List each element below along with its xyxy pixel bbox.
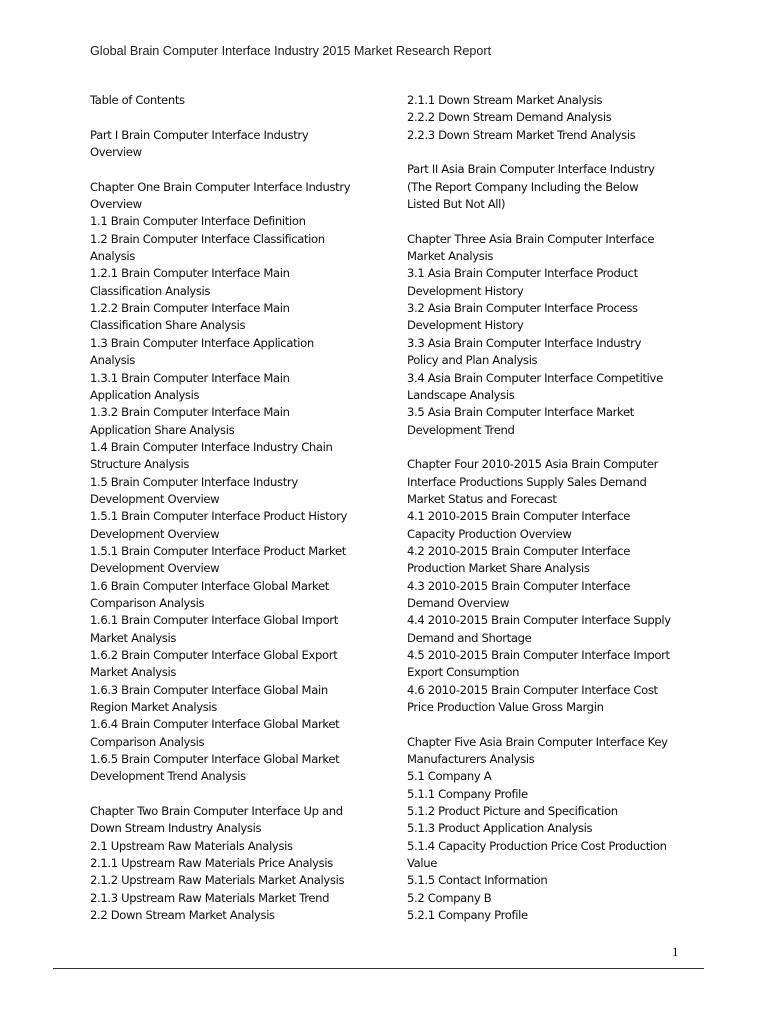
toc-line: 1.6 Brain Computer Interface Global Market (90, 578, 329, 593)
toc-line: 3.1 Asia Brain Computer Interface Product (407, 266, 638, 281)
toc-line: 1.2.2 Brain Computer Interface Main (90, 301, 290, 316)
toc-line: Landscape Analysis (407, 387, 515, 402)
toc-line: 1.6.2 Brain Computer Interface Global Export (90, 648, 338, 662)
blank-line (407, 213, 689, 230)
toc-line: Development Overview (90, 491, 220, 506)
toc-line: Comparison Analysis (90, 595, 205, 610)
toc-line: Application Analysis (90, 387, 200, 402)
toc-line: 1.5 Brain Computer Interface Industry (90, 474, 298, 489)
blank-line (407, 439, 689, 456)
toc-line: 2.2 Down Stream Market Analysis (90, 908, 275, 923)
toc-line: Interface Productions Supply Sales Demand (407, 474, 647, 489)
toc-line: Chapter One Brain Computer Interface Industry (90, 179, 351, 194)
toc-line: Classification Analysis (90, 283, 211, 298)
toc-line: 2.1.3 Upstream Raw Materials Market Trend (90, 890, 330, 905)
toc-line: Policy and Plan Analysis (407, 353, 538, 368)
toc-line: 5.1.3 Product Application Analysis (407, 821, 593, 836)
toc-line: 1.5.1 Brain Computer Interface Product Market (90, 543, 346, 558)
toc-line: 2.1.2 Upstream Raw Materials Market Analysis (90, 873, 345, 888)
toc-line: 4.6 2010-2015 Brain Computer Interface Cost (407, 682, 658, 697)
toc-line: 1.2 Brain Computer Interface Classification (90, 231, 325, 246)
toc-line: Chapter Two Brain Computer Interface Up and (90, 804, 343, 819)
toc-line: (The Report Company Including the Below (407, 179, 639, 194)
toc-line: 5.1.5 Contact Information (407, 873, 548, 888)
page-number: 1 (672, 944, 679, 959)
toc-line: 2.2.2 Down Stream Demand Analysis (407, 110, 612, 125)
toc-line: Demand and Shortage (407, 630, 532, 645)
toc-line: 5.2 Company B (407, 890, 492, 905)
toc-line: 1.1 Brain Computer Interface Definition (90, 214, 306, 229)
toc-line: Demand Overview (407, 595, 510, 610)
toc-line: 4.3 2010-2015 Brain Computer Interface (407, 578, 631, 593)
toc-line: 2.1 Upstream Raw Materials Analysis (90, 838, 293, 853)
toc-line: 5.1.2 Product Picture and Specification (407, 804, 618, 819)
toc-line: Comparison Analysis (90, 734, 205, 749)
toc-line: 1.2.1 Brain Computer Interface Main (90, 266, 290, 281)
toc-line: 3.4 Asia Brain Computer Interface Competitive (407, 370, 663, 385)
blank-line (407, 716, 689, 733)
page-header: Global Brain Computer Interface Industry 2015 Market Research Report (90, 44, 492, 58)
toc-line: Capacity Production Overview (407, 526, 572, 541)
toc-line: 1.6.4 Brain Computer Interface Global Market (90, 717, 340, 732)
toc-right-column (407, 92, 689, 925)
toc-line: Part I Brain Computer Interface Industry (90, 127, 309, 142)
toc-line: 2.2.3 Down Stream Market Trend Analysis (407, 127, 636, 142)
toc-line: Chapter Three Asia Brain Computer Interface (407, 231, 655, 246)
toc-line: Value (407, 856, 438, 871)
toc-line: Classification Share Analysis (90, 318, 246, 333)
toc-line: Price Production Value Gross Margin (407, 700, 604, 715)
toc-line: 1.3.2 Brain Computer Interface Main (90, 405, 290, 420)
toc-line: Down Stream Industry Analysis (90, 821, 262, 836)
toc-line: Market Analysis (407, 249, 494, 264)
toc-line: Chapter Four 2010-2015 Asia Brain Computer (407, 457, 659, 472)
toc-line: 3.2 Asia Brain Computer Interface Process (407, 301, 638, 316)
toc-line: Manufacturers Analysis (407, 752, 535, 767)
toc-line: Structure Analysis (90, 457, 190, 472)
toc-line: 5.1.4 Capacity Production Price Cost Production (407, 838, 667, 853)
toc-line: 5.2.1 Company Profile (407, 908, 528, 923)
blank-line (90, 161, 365, 178)
toc-line: Overview (90, 197, 142, 212)
toc-line: Development Trend (407, 422, 515, 437)
toc-line: Development Trend Analysis (90, 769, 246, 784)
toc-line: 1.6.1 Brain Computer Interface Global Import (90, 613, 338, 628)
toc-line: Application Share Analysis (90, 422, 235, 437)
toc-line: Analysis (90, 249, 135, 264)
blank-line (90, 109, 365, 126)
toc-line: 5.1 Company A (407, 769, 492, 784)
toc-line: 1.4 Brain Computer Interface Industry Chain (90, 439, 333, 454)
toc-line: Overview (90, 145, 142, 160)
toc-line: Region Market Analysis (90, 700, 217, 715)
toc-line: 1.5.1 Brain Computer Interface Product History (90, 509, 348, 524)
toc-line: Development History (407, 318, 524, 333)
toc-line: Development History (407, 283, 524, 298)
toc-line: Analysis (90, 353, 135, 368)
toc-line: 2.1.1 Down Stream Market Analysis (407, 93, 603, 107)
toc-line: Market Analysis (90, 665, 177, 680)
toc-line: Market Status and Forecast (407, 491, 557, 506)
toc-line: 4.5 2010-2015 Brain Computer Interface Import (407, 648, 670, 662)
toc-line: 1.3 Brain Computer Interface Application (90, 335, 314, 350)
toc-line: Chapter Five Asia Brain Computer Interface Key (407, 734, 668, 749)
toc-line: 1.6.3 Brain Computer Interface Global Main (90, 682, 328, 697)
toc-line: Table of Contents (90, 93, 185, 107)
toc-line: Production Market Share Analysis (407, 561, 590, 576)
toc-line: Development Overview (90, 526, 220, 541)
toc-line: 4.2 2010-2015 Brain Computer Interface (407, 543, 631, 558)
toc-line: 1.6.5 Brain Computer Interface Global Market (90, 752, 340, 767)
toc-line: 2.1.1 Upstream Raw Materials Price Analysis (90, 856, 333, 871)
toc-line: 1.3.1 Brain Computer Interface Main (90, 370, 290, 385)
footer-rule (53, 968, 704, 969)
toc-line: Export Consumption (407, 665, 520, 680)
toc-left-column (90, 92, 365, 925)
blank-line (90, 786, 365, 803)
toc-line: 3.5 Asia Brain Computer Interface Market (407, 405, 634, 420)
toc-line: 4.1 2010-2015 Brain Computer Interface (407, 509, 631, 524)
toc-line: Part II Asia Brain Computer Interface Industry (407, 162, 655, 177)
toc-line: 3.3 Asia Brain Computer Interface Industry (407, 335, 642, 350)
blank-line (407, 144, 689, 161)
toc-line: Development Overview (90, 561, 220, 576)
toc-line: 4.4 2010-2015 Brain Computer Interface Supply (407, 613, 671, 628)
toc-line: 5.1.1 Company Profile (407, 786, 528, 801)
toc-line: Market Analysis (90, 630, 177, 645)
toc-line: Listed But Not All) (407, 197, 506, 212)
